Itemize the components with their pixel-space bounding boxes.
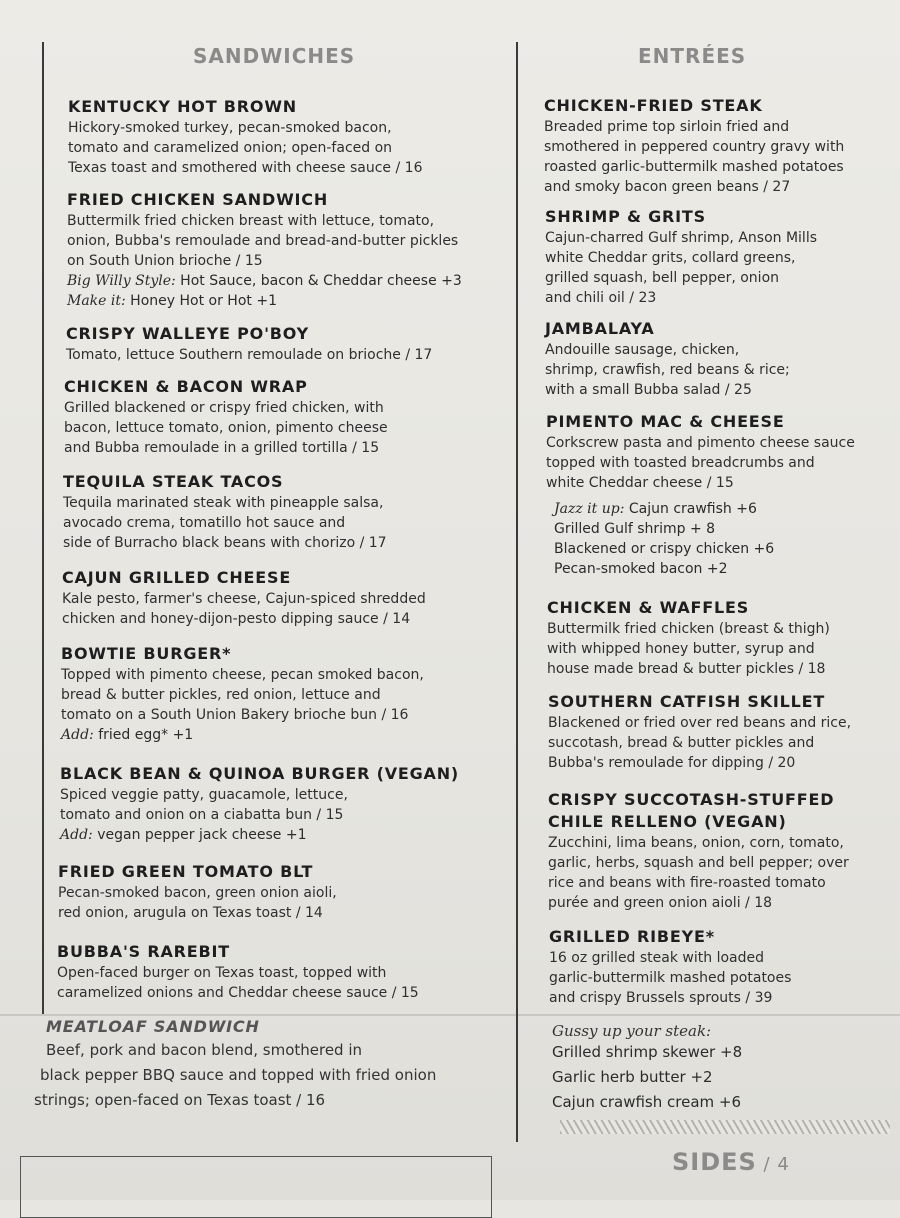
entrees-header: ENTRÉES [638,44,747,68]
entrees-item [548,789,849,913]
left-border [42,42,44,1014]
desc-line: 16 oz grilled steak with loaded [549,950,764,966]
addon-label: Jazz it up: [554,501,625,517]
entrees-item [546,411,855,579]
desc-line: succotash, bread & butter pickles and [548,735,815,751]
gussy-section [552,1022,742,1115]
bottom-box [20,1156,492,1218]
desc-line: Spiced veggie patty, guacamole, lettuce, [60,787,348,803]
sandwiches-item [62,567,426,629]
addon-text: Blackened or crispy chicken +6 [554,541,775,557]
entrees-item [549,926,791,1008]
desc-line: garlic-buttermilk mashed potatoes [549,970,792,986]
addon-line [546,519,855,539]
sandwiches-item [60,763,459,845]
desc-line: smothered in peppered country gravy with [544,139,845,155]
entrees-item [544,95,844,197]
item-name: CHICKEN & WAFFLES [547,598,750,617]
desc-line: avocado crema, tomatillo hot sauce and [63,515,346,531]
sandwiches-item [66,323,432,365]
item-desc [549,948,791,1008]
desc-line: Blackened or fried over red beans and rice, [548,715,852,731]
desc-line: Corkscrew pasta and pimento cheese sauce [546,435,855,451]
sandwiches-item [58,861,337,923]
desc-line: bacon, lettuce tomato, onion, pimento cheese [64,420,388,436]
item-desc [548,833,849,913]
addon-line [67,291,462,311]
desc-line: chicken and honey-dijon-pesto dipping sauce / 14 [62,611,411,627]
sandwiches-item [68,96,422,178]
item-desc [546,433,855,493]
desc-line: strings; open-faced on Texas toast / 16 [34,1091,326,1109]
desc-line: side of Burracho black beans with chorizo / 17 [63,535,387,551]
desc-line: on South Union brioche / 15 [67,253,263,269]
sandwiches-item [61,643,424,745]
meatloaf-item [34,1016,437,1113]
item-name: BLACK BEAN & QUINOA BURGER (VEGAN) [60,764,460,783]
item-name: CAJUN GRILLED CHEESE [62,568,292,587]
addon-label: Big Willy Style: [67,273,176,289]
addon-text: Cajun crawfish +6 [624,501,757,517]
decorative-stripe [560,1120,890,1134]
item-desc [64,398,388,458]
item-name: MEATLOAF SANDWICH [46,1017,260,1036]
item-name: CHICKEN & BACON WRAP [64,377,308,396]
desc-line: Buttermilk fried chicken breast with lettuce, tomato, [67,213,435,229]
item-addons [60,825,459,845]
sandwiches-item [64,376,388,458]
addon-text: fried egg* +1 [93,727,194,743]
desc-line: Tomato, lettuce Southern remoulade on brioche / 17 [66,347,433,363]
desc-line: Kale pesto, farmer's cheese, Cajun-spiced shredded [62,591,426,607]
desc-line: with a small Bubba salad / 25 [545,382,752,398]
desc-line: Cajun-charred Gulf shrimp, Anson Mills [545,230,818,246]
addon-line [61,725,424,745]
entrees-item [547,597,830,679]
desc-line: house made bread & butter pickles / 18 [547,661,826,677]
desc-line: Buttermilk fried chicken (breast & thigh) [547,621,830,637]
item-desc [34,1038,437,1113]
item-name: CRISPY SUCCOTASH-STUFFED [548,790,835,809]
addon-line [60,825,459,845]
sandwiches-item [63,471,387,553]
addon-text: Pecan-smoked bacon +2 [554,561,728,577]
desc-line: black pepper BBQ sauce and topped with fried onion [40,1066,437,1084]
addon-label: Make it: [67,293,126,309]
desc-line: Tequila marinated steak with pineapple salsa, [63,495,384,511]
item-addons [67,271,462,311]
addon-text: vegan pepper jack cheese +1 [92,827,307,843]
entrees-item [545,318,790,400]
item-desc [58,883,337,923]
item-name: BUBBA'S RAREBIT [57,942,230,961]
addon-text: Hot Sauce, bacon & Cheddar cheese +3 [175,273,462,289]
desc-line: bread & butter pickles, red onion, lettuce and [61,687,381,703]
desc-line: Pecan-smoked bacon, green onion aioli, [58,885,337,901]
desc-line: caramelized onions and Cheddar cheese sauce / 15 [57,985,419,1001]
desc-line: Topped with pimento cheese, pecan smoked bacon, [61,667,424,683]
desc-line: white Cheddar grits, collard greens, [545,250,796,266]
item-desc [60,785,459,825]
item-desc [544,117,844,197]
desc-line: shrimp, crawfish, red beans & rice; [545,362,790,378]
desc-line: Grilled blackened or crispy fried chicken, with [64,400,384,416]
desc-line: Hickory-smoked turkey, pecan-smoked bacon, [68,120,392,136]
item-name-cont: CHILE RELLENO (VEGAN) [548,812,787,831]
item-desc [547,619,830,679]
item-name: PIMENTO MAC & CHEESE [546,412,785,431]
item-desc [61,665,424,725]
addon-line [67,271,462,291]
gussy-item: Garlic herb butter +2 [552,1068,713,1086]
desc-line: Texas toast and smothered with cheese sauce / 16 [68,160,423,176]
desc-line: Breaded prime top sirloin fried and [544,119,790,135]
desc-line: red onion, arugula on Texas toast / 14 [58,905,323,921]
item-name: KENTUCKY HOT BROWN [68,97,297,116]
item-addons [546,499,855,579]
desc-line: garlic, herbs, squash and bell pepper; over [548,855,849,871]
item-desc [67,211,462,271]
desc-line: tomato and caramelized onion; open-faced on [68,140,393,156]
desc-line: with whipped honey butter, syrup and [547,641,815,657]
desc-line: and smoky bacon green beans / 27 [544,179,791,195]
sandwiches-header: SANDWICHES [193,44,356,68]
sides-label: SIDES [672,1148,757,1176]
addon-label: Add: [60,827,93,843]
sides-header [672,1148,790,1176]
item-desc [68,118,422,178]
desc-line: purée and green onion aioli / 18 [548,895,773,911]
desc-line: tomato on a South Union Bakery brioche bun / 16 [61,707,409,723]
item-name: TEQUILA STEAK TACOS [63,472,284,491]
gussy-title: Gussy up your steak: [552,1022,712,1040]
addon-text: Grilled Gulf shrimp + 8 [554,521,716,537]
desc-line: Beef, pork and bacon blend, smothered in [46,1041,363,1059]
desc-line: tomato and onion on a ciabatta bun / 15 [60,807,344,823]
addon-label: Add: [61,727,94,743]
item-name: BOWTIE BURGER* [61,644,232,663]
item-name: CRISPY WALLEYE PO'BOY [66,324,309,343]
addon-text: Honey Hot or Hot +1 [125,293,277,309]
item-name: FRIED CHICKEN SANDWICH [67,190,329,209]
item-name: SOUTHERN CATFISH SKILLET [548,692,826,711]
entrees-item [548,691,851,773]
item-name: FRIED GREEN TOMATO BLT [58,862,314,881]
item-name: JAMBALAYA [545,319,655,338]
gussy-item: Grilled shrimp skewer +8 [552,1043,743,1061]
addon-line [546,499,855,519]
desc-line: Andouille sausage, chicken, [545,342,740,358]
item-desc [548,713,851,773]
item-name: SHRIMP & GRITS [545,207,706,226]
addon-line [546,559,855,579]
column-divider [516,42,518,1142]
desc-line: and Bubba remoulade in a grilled tortilla / 15 [64,440,380,456]
desc-line: white Cheddar cheese / 15 [546,475,734,491]
item-name: CHICKEN-FRIED STEAK [544,96,763,115]
desc-line: and crispy Brussels sprouts / 39 [549,990,773,1006]
addon-line [546,539,855,559]
desc-line: and chili oil / 23 [545,290,657,306]
item-desc [545,228,817,308]
item-desc [66,345,432,365]
desc-line: onion, Bubba's remoulade and bread-and-butter pickles [67,233,459,249]
desc-line: rice and beans with fire-roasted tomato [548,875,826,891]
desc-line: grilled squash, bell pepper, onion [545,270,780,286]
item-desc [545,340,790,400]
item-desc [62,589,426,629]
desc-line: Open-faced burger on Texas toast, topped with [57,965,387,981]
sandwiches-item [67,189,462,311]
desc-line: topped with toasted breadcrumbs and [546,455,815,471]
desc-line: Zucchini, lima beans, onion, corn, tomato, [548,835,844,851]
desc-line: Bubba's remoulade for dipping / 20 [548,755,796,771]
gussy-item: Cajun crawfish cream +6 [552,1093,742,1111]
item-addons [61,725,424,745]
sandwiches-item [57,941,419,1003]
desc-line: roasted garlic-buttermilk mashed potatoes [544,159,844,175]
sides-price: / 4 [756,1154,790,1175]
item-name: GRILLED RIBEYE* [549,927,715,946]
item-desc [57,963,419,1003]
item-desc [63,493,387,553]
entrees-item [545,206,817,308]
